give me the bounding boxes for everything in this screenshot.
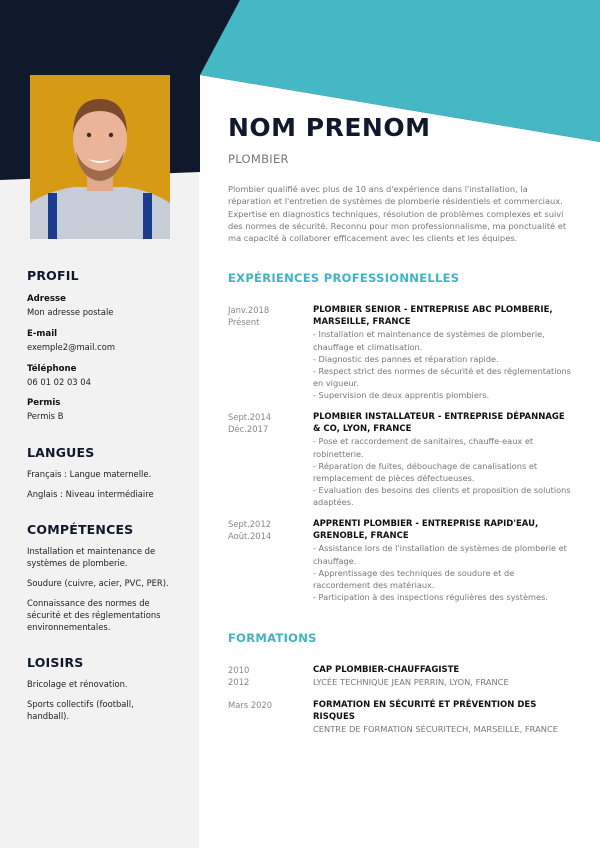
phone-value: 06 01 02 03 04 xyxy=(27,377,91,387)
langue-item: Anglais : Niveau intermédiaire xyxy=(27,489,154,499)
competence-item: Installation et maintenance de systèmes de plomberie. xyxy=(27,546,156,568)
experiences-heading: EXPÉRIENCES PROFESSIONNELLES xyxy=(228,271,460,285)
experience-bullet: - Installation et maintenance de systèmes de plomberie, chauffage et climatisation. xyxy=(313,329,545,352)
experience-bullet: - Supervision de deux apprentis plombiers. xyxy=(313,390,490,401)
langue-item: Français : Langue maternelle. xyxy=(27,469,152,479)
experience-title: APPRENTI PLOMBIER - ENTREPRISE RAPID'EAU, GRENOBLE, FRANCE xyxy=(313,519,539,542)
phone-label: Téléphone xyxy=(27,364,77,374)
formation-school: LYCÉE TECHNIQUE JEAN PERRIN, LYON, FRANCE xyxy=(313,677,509,688)
formation-entry xyxy=(313,664,573,688)
experience-bullet: - Pose et raccordement de sanitaires, chauffe-eaux et robinetterie. xyxy=(313,436,534,459)
email-label: E-mail xyxy=(27,329,58,339)
competence-item: Connaissance des normes de sécurité et des réglementations environnementales. xyxy=(27,598,161,632)
profile-photo xyxy=(30,75,170,239)
profile-summary: Plombier qualifié avec plus de 10 ans d'expérience dans l'installation, la réparation et l'entretien de systèmes de plomberie résidentiels et commerciaux. Expertise en diagnostics techniques, résolution de problèmes complexes et suivi des normes de sécurité. Reconnu pour mon professionnalisme, ma ponctualité et ma capacité à collaborer efficacement avec les clients et les équipes. xyxy=(228,184,567,244)
profil-heading: PROFIL xyxy=(27,268,79,283)
address-value: Mon adresse postale xyxy=(27,307,114,317)
experience-bullet: - Assistance lors de l'installation de systèmes de plomberie et chauffage. xyxy=(313,543,567,566)
experience-bullet: - Evaluation des besoins des clients et proposition de solutions adaptées. xyxy=(313,485,571,508)
email-value: exemple2@mail.com xyxy=(27,342,116,352)
langues-heading: LANGUES xyxy=(27,445,95,460)
experience-bullet: - Respect strict des normes de sécurité et des réglementations en vigueur. xyxy=(313,366,571,389)
permis-value: Permis B xyxy=(27,411,64,421)
formation-dates: 2010 2012 xyxy=(228,665,250,688)
formation-title: FORMATION EN SÉCURITÉ ET PRÉVENTION DES RISQUES xyxy=(313,700,537,723)
loisir-item: Bricolage et rénovation. xyxy=(27,679,128,689)
formation-dates: Mars 2020 xyxy=(228,700,273,710)
formation-entry xyxy=(313,699,573,736)
experience-title: PLOMBIER INSTALLATEUR - ENTREPRISE DÉPANNAGE & CO, LYON, FRANCE xyxy=(313,412,565,435)
experience-entry xyxy=(313,518,573,603)
loisir-item: Sports collectifs (football, handball). xyxy=(27,699,134,721)
permis-label: Permis xyxy=(27,398,61,408)
experience-entry xyxy=(313,411,573,509)
loisirs-heading: LOISIRS xyxy=(27,655,84,670)
experience-dates: Sept.2012 Août.2014 xyxy=(228,519,272,542)
experience-dates: Janv.2018 Présent xyxy=(228,305,270,328)
competence-item: Soudure (cuivre, acier, PVC, PER). xyxy=(27,578,169,588)
formations-heading: FORMATIONS xyxy=(228,631,317,645)
experience-bullet: - Diagnostic des pannes et réparation rapide. xyxy=(313,353,499,364)
experience-entry xyxy=(313,304,573,402)
address-label: Adresse xyxy=(27,294,66,304)
candidate-name: NOM PRENOM xyxy=(228,113,431,142)
formation-school: CENTRE DE FORMATION SÉCURITECH, MARSEILLE, FRANCE xyxy=(313,724,559,735)
job-title: PLOMBIER xyxy=(228,152,289,166)
experience-bullet: - Participation à des inspections régulières des systèmes. xyxy=(313,592,548,603)
competences-heading: COMPÉTENCES xyxy=(27,522,134,537)
formation-title: CAP PLOMBIER-CHAUFFAGISTE xyxy=(313,665,460,675)
experience-bullet: - Réparation de fuites, débouchage de canalisations et remplacement de pièces défectueuses. xyxy=(313,460,538,484)
experience-dates: Sept.2014 Déc.2017 xyxy=(228,412,272,435)
experience-title: PLOMBIER SENIOR - ENTREPRISE ABC PLOMBERIE, MARSEILLE, FRANCE xyxy=(313,305,553,328)
experience-bullet: - Apprentissage des techniques de soudure et de raccordement des matériaux. xyxy=(313,567,515,591)
